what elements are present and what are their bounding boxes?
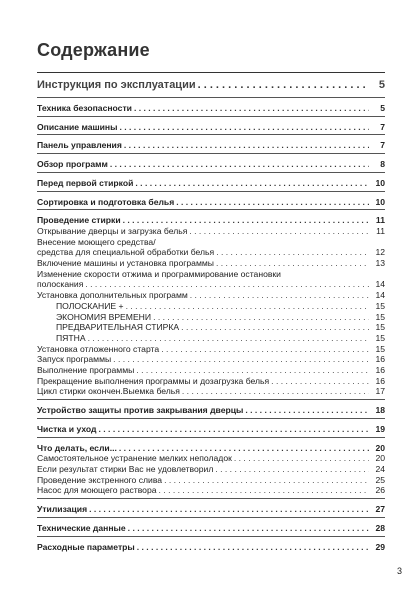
toc-entry xyxy=(37,247,385,258)
toc-entry-page: 20 xyxy=(375,442,385,453)
toc-entry xyxy=(37,178,385,189)
toc-entry-title: Устройство защиты против закрывания дверцы xyxy=(37,405,244,416)
toc-entry xyxy=(37,523,385,534)
page-title: Содержание xyxy=(37,40,150,60)
toc-entry xyxy=(37,443,385,454)
toc-leader-dots xyxy=(234,453,369,464)
toc-leader-dots xyxy=(216,258,369,269)
toc-leader-dots xyxy=(99,424,370,435)
toc-leader-dots xyxy=(113,354,369,365)
toc-entry-title: ЭКОНОМИЯ ВРЕМЕНИ xyxy=(56,311,152,322)
toc-entry xyxy=(37,237,385,248)
toc-entry-title: Выполнение программы xyxy=(37,365,135,376)
toc-entry xyxy=(37,464,385,475)
toc-entry xyxy=(37,376,385,387)
toc-section xyxy=(37,209,385,399)
toc-leader-dots xyxy=(271,376,369,387)
toc-leader-dots xyxy=(159,485,369,496)
toc-leader-dots xyxy=(134,103,369,114)
toc-leader-dots xyxy=(164,475,369,486)
toc-entry xyxy=(37,159,385,170)
toc-leader-dots xyxy=(182,386,369,397)
toc-leader-dots xyxy=(88,333,369,344)
toc-entry-title: Технические данные xyxy=(37,522,126,533)
toc-entry-title: Насос для моющего раствора xyxy=(37,485,157,496)
toc-entry-page: 27 xyxy=(375,504,385,515)
toc-entry-title: Прекращение выполнения программы и дозагрузка белья xyxy=(37,375,270,386)
toc-entry-page: 16 xyxy=(375,375,385,386)
toc-entry-title: Инструкция по эксплуатации xyxy=(37,79,196,91)
toc-entry-page: 25 xyxy=(375,474,385,485)
toc-section xyxy=(37,418,385,437)
toc-entry xyxy=(37,386,385,397)
toc-section xyxy=(37,172,385,191)
toc-entry-title: Цикл стирки окончен.Выемка белья xyxy=(37,386,180,397)
toc-entry xyxy=(37,197,385,208)
toc-entry-page: 8 xyxy=(380,159,385,170)
toc-entry xyxy=(37,453,385,464)
toc-entry-page: 17 xyxy=(375,386,385,397)
toc-entry-page: 15 xyxy=(375,311,385,322)
toc-leader-dots xyxy=(110,159,369,170)
toc-entry-page: 7 xyxy=(380,140,385,151)
toc-entry-page: 20 xyxy=(375,453,385,464)
toc-entry-page: 7 xyxy=(380,121,385,132)
toc-entry-page: 14 xyxy=(375,290,385,301)
toc-entry-title: Сортировка и подготовка белья xyxy=(37,196,175,207)
toc-entry-page: 19 xyxy=(375,423,385,434)
toc-entry-page: 15 xyxy=(375,300,385,311)
toc-entry-title: полоскания xyxy=(37,279,84,290)
toc-entry-title: Обзор программ xyxy=(37,159,108,170)
toc-entry xyxy=(37,504,385,515)
toc-section xyxy=(37,517,385,536)
toc-entry xyxy=(37,424,385,435)
toc-leader-dots xyxy=(181,322,369,333)
toc-leader-dots xyxy=(137,542,369,553)
toc-section xyxy=(37,97,385,116)
toc-entry xyxy=(37,301,385,312)
toc-entry-page: 10 xyxy=(375,196,385,207)
toc-entry xyxy=(37,485,385,496)
toc-leader-dots xyxy=(198,79,369,92)
toc-entry-page: 15 xyxy=(375,332,385,343)
toc-entry-title: Расходные параметры xyxy=(37,541,135,552)
toc-entry-title: ПЯТНА xyxy=(56,332,86,343)
toc-leader-dots xyxy=(215,464,369,475)
toc-entry xyxy=(37,475,385,486)
toc-entry-page: 12 xyxy=(375,247,385,258)
toc-entry-title: Изменение скорости отжима и программирование остановки xyxy=(37,268,281,279)
toc-entry-title: Что делать, если... xyxy=(37,442,117,453)
toc-entry-title: Утилизация xyxy=(37,504,88,515)
toc-entry xyxy=(37,344,385,355)
toc-entry-page: 16 xyxy=(375,354,385,365)
toc-leader-dots xyxy=(189,226,369,237)
toc-entry xyxy=(37,312,385,323)
toc-entry-title: Чистка и уход xyxy=(37,423,97,434)
toc-section xyxy=(37,536,385,555)
toc-entry xyxy=(37,405,385,416)
toc-entry-title: ПРЕДВАРИТЕЛЬНАЯ СТИРКА xyxy=(56,322,180,333)
toc-leader-dots xyxy=(136,365,369,376)
toc-entry-page: 5 xyxy=(380,103,385,113)
toc-entry-title: Перед первой стиркой xyxy=(37,177,134,188)
toc-entry-page: 24 xyxy=(375,463,385,474)
toc-entry xyxy=(37,290,385,301)
toc-entry xyxy=(37,103,385,114)
toc-leader-dots xyxy=(190,290,369,301)
toc-entry xyxy=(37,269,385,280)
toc-entry-page: 11 xyxy=(376,225,385,236)
toc-entry-title: Запуск программы xyxy=(37,354,112,365)
toc-entry-title: ПОЛОСКАНИЕ + xyxy=(56,300,124,311)
toc-entry xyxy=(37,258,385,269)
toc-leader-dots xyxy=(85,279,369,290)
toc-entry-page: 15 xyxy=(375,322,385,333)
table-of-contents xyxy=(37,72,385,554)
toc-entry xyxy=(37,333,385,344)
toc-entry xyxy=(37,215,385,226)
toc-leader-dots xyxy=(126,301,369,312)
toc-section xyxy=(37,72,385,97)
toc-entry-page: 16 xyxy=(375,365,385,376)
toc-entry-title: Установка дополнительных программ xyxy=(37,290,188,301)
page-number: 3 xyxy=(397,566,403,576)
toc-section xyxy=(37,134,385,153)
toc-entry-title: Внесение моющего средства/ xyxy=(37,236,156,247)
toc-leader-dots xyxy=(128,523,369,534)
toc-entry xyxy=(37,279,385,290)
toc-entry-page: 29 xyxy=(375,541,385,552)
toc-entry-title: Описание машины xyxy=(37,121,118,132)
toc-leader-dots xyxy=(245,405,369,416)
toc-entry-page: 28 xyxy=(375,522,385,533)
toc-entry xyxy=(37,365,385,376)
toc-entry-title: Установка отложенного старта xyxy=(37,343,160,354)
toc-section xyxy=(37,437,385,499)
toc-entry-title: Проведение стирки xyxy=(37,215,121,226)
toc-entry xyxy=(37,140,385,151)
toc-leader-dots xyxy=(216,247,369,258)
toc-leader-dots xyxy=(124,140,369,151)
toc-entry-page: 15 xyxy=(375,343,385,354)
toc-entry-page: 14 xyxy=(375,279,385,290)
toc-leader-dots xyxy=(123,215,369,226)
toc-leader-dots xyxy=(119,122,369,133)
toc-section xyxy=(37,399,385,418)
toc-section xyxy=(37,191,385,210)
toc-entry-page: 10 xyxy=(375,177,385,188)
toc-leader-dots xyxy=(176,197,369,208)
toc-entry xyxy=(37,122,385,133)
toc-leader-dots xyxy=(89,504,369,515)
toc-entry-title: Проведение экстренного слива xyxy=(37,474,163,485)
toc-entry xyxy=(37,322,385,333)
toc-entry-title: Самостоятельное устранение мелких неполадок xyxy=(37,453,232,464)
toc-entry-page: 11 xyxy=(375,215,385,226)
toc-entry-title: Включение машины и установка программы xyxy=(37,258,214,269)
toc-entry-page: 13 xyxy=(375,258,385,269)
toc-entry-title: средства для специальной обработки белья xyxy=(37,247,215,258)
toc-entry-page: 26 xyxy=(375,485,385,496)
toc-section xyxy=(37,498,385,517)
toc-leader-dots xyxy=(135,178,369,189)
toc-leader-dots xyxy=(119,443,369,454)
toc-entry-title: Если результат стирки Вас не удовлетворил xyxy=(37,463,214,474)
toc-entry xyxy=(37,79,385,92)
toc-leader-dots xyxy=(153,312,369,323)
toc-entry-page: 18 xyxy=(375,405,385,416)
toc-entry-title: Открывание дверцы и загрузка белья xyxy=(37,225,188,236)
toc-leader-dots xyxy=(161,344,369,355)
toc-entry xyxy=(37,542,385,553)
toc-section xyxy=(37,153,385,172)
toc-section xyxy=(37,116,385,135)
toc-entry xyxy=(37,226,385,237)
toc-entry-title: Панель управления xyxy=(37,140,122,151)
toc-entry-page: 5 xyxy=(378,79,385,91)
toc-entry-title: Техника безопасности xyxy=(37,103,132,113)
toc-entry xyxy=(37,354,385,365)
